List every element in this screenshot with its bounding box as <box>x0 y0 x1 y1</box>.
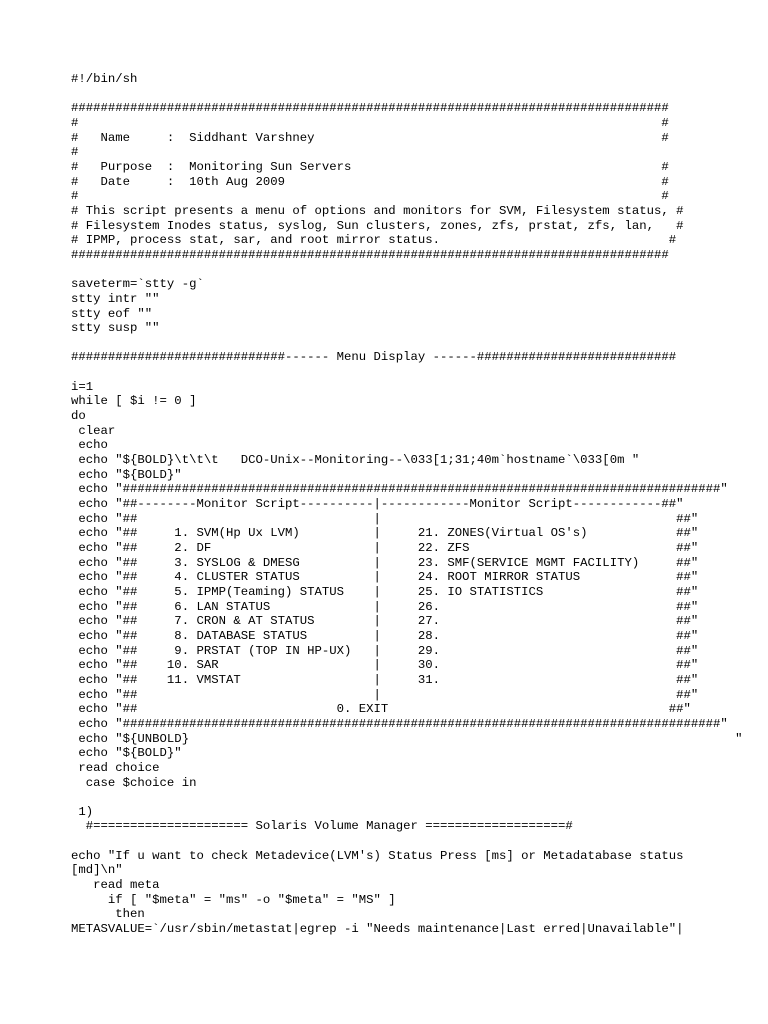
code-line: echo "#################################################################################" <box>71 716 728 731</box>
code-line: saveterm=`stty -g` <box>71 277 204 292</box>
code-line: # Filesystem Inodes status, syslog, Sun clusters, zones, zfs, prstat, zfs, lan, # <box>71 218 684 233</box>
code-line: echo "## 2. DF | 22. ZFS ##" <box>71 541 699 555</box>
code-line <box>71 87 743 102</box>
code-line: ################################################################################# <box>71 101 669 116</box>
code-line: # Purpose : Monitoring Sun Servers # <box>71 159 669 174</box>
code-line: echo "${BOLD}" <box>71 467 182 482</box>
code-line: # # <box>71 189 669 204</box>
code-line: echo "## | ##" <box>71 687 699 702</box>
code-line: echo "If u want to check Metadevice(LVM's) Status Press [ms] or Metadatabase status <box>71 848 684 863</box>
code-line: echo "## 10. SAR | 30. ##" <box>71 658 699 673</box>
code-line: read meta <box>71 878 160 893</box>
code-line: #############################------ Menu Display ------########################### <box>71 350 677 365</box>
code-line: # This script presents a menu of options and monitors for SVM, Filesystem status, # <box>71 203 684 218</box>
code-line: echo "${BOLD}" <box>71 746 182 761</box>
code-line: echo "#################################################################################" <box>71 482 728 497</box>
code-line: echo "## 7. CRON & AT STATUS | 27. ##" <box>71 614 699 629</box>
code-line: #!/bin/sh <box>71 72 138 86</box>
code-line: echo "## 6. LAN STATUS | 26. ##" <box>71 599 699 614</box>
code-line: stty eof "" <box>71 306 153 321</box>
script-listing <box>71 72 743 937</box>
code-line: echo "## 3. SYSLOG & DMESG | 23. SMF(SERVICE MGMT FACILITY) ##" <box>71 555 699 570</box>
code-line: # <box>71 145 79 160</box>
code-line <box>71 336 743 351</box>
code-line: i=1 <box>71 379 94 394</box>
code-line: if [ "$meta" = "ms" -o "$meta" = "MS" ] <box>71 892 396 907</box>
code-line: while [ $i != 0 ] <box>71 394 197 409</box>
code-line: echo "${UNBOLD} " <box>71 731 743 746</box>
code-line: ################################################################################# <box>71 247 669 262</box>
code-line: echo "${BOLD}\t\t\t DCO-Unix--Monitoring--\033[1;31;40m`hostname`\033[0m " <box>71 453 640 468</box>
code-line: read choice <box>71 760 160 775</box>
code-line: case $choice in <box>71 775 197 790</box>
code-line: echo "## 5. IPMP(Teaming) STATUS | 25. IO STATISTICS ##" <box>71 584 699 599</box>
code-line <box>71 790 743 805</box>
code-line: stty intr "" <box>71 291 160 306</box>
code-line: # # <box>71 115 669 130</box>
code-line: echo "## 11. VMSTAT | 31. ##" <box>71 672 699 687</box>
code-line: do <box>71 409 86 424</box>
code-line: # Date : 10th Aug 2009 # <box>71 174 669 189</box>
code-line <box>71 365 743 380</box>
code-line: echo <box>71 438 108 453</box>
code-line: [md]\n" <box>71 863 123 878</box>
code-line: echo "## 8. DATABASE STATUS | 28. ##" <box>71 628 699 643</box>
code-line <box>71 834 743 849</box>
code-line: then <box>71 907 145 922</box>
code-line: METASVALUE=`/usr/sbin/metastat|egrep -i "Needs maintenance|Last erred|Unavailable"| <box>71 922 684 937</box>
code-line: # IPMP, process stat, sar, and root mirror status. # <box>71 233 677 248</box>
code-line: echo "##--------Monitor Script----------|------------Monitor Script------------##" <box>71 497 684 512</box>
code-line: echo "## 9. PRSTAT (TOP IN HP-UX) | 29. ##" <box>71 643 699 658</box>
code-line <box>71 263 743 278</box>
code-line: 1) <box>71 804 94 819</box>
code-line: echo "## 1. SVM(Hp Ux LVM) | 21. ZONES(Virtual OS's) ##" <box>71 526 699 541</box>
code-line: #===================== Solaris Volume Manager ===================# <box>71 819 573 834</box>
code-line: echo "## 0. EXIT ##" <box>71 702 691 717</box>
code-line: echo "## | ##" <box>71 511 699 526</box>
code-line: stty susp "" <box>71 321 160 336</box>
code-line: clear <box>71 423 116 438</box>
code-line: # Name : Siddhant Varshney # <box>71 130 669 145</box>
code-line: echo "## 4. CLUSTER STATUS | 24. ROOT MIRROR STATUS ##" <box>71 570 699 585</box>
